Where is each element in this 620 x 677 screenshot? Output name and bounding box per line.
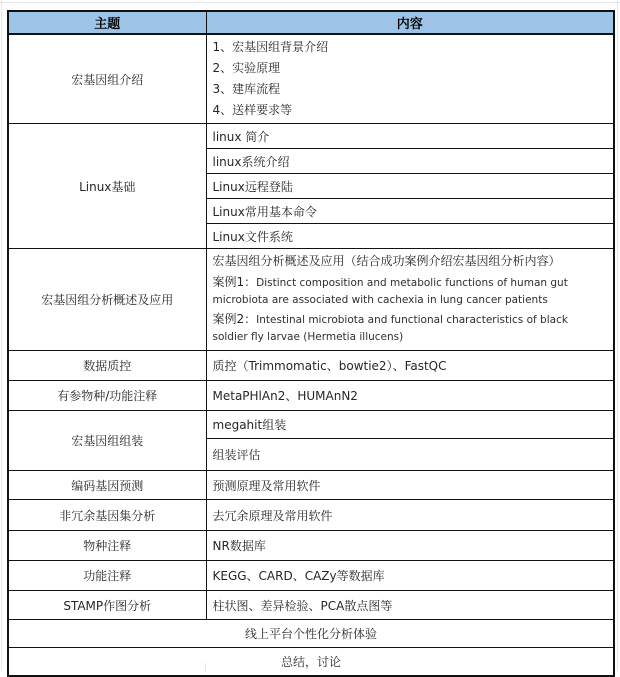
merged-cell-summary-discussion: 总结，讨论 <box>8 648 614 676</box>
content-cell-linux-commands: Linux常用基本命令 <box>206 199 614 224</box>
content-line: 2、实验原理 <box>212 61 281 75</box>
analysis-intro: 宏基因组分析概述及应用（结合成功案例介绍宏基因组分析内容） <box>212 254 561 268</box>
case-2-label: 案例2： <box>212 312 257 326</box>
content-cell-reference-annotation: MetaPHlAn2、HUMAnN2 <box>206 381 614 411</box>
table-row <box>8 34 614 124</box>
spreadsheet-gridline-left <box>1 0 2 671</box>
topic-cell-function-annotation: 功能注释 <box>8 561 206 591</box>
table-row <box>8 249 614 351</box>
case-1-text: Distinct composition and metabolic functions of human gut microbiota are associated with cachexia in lung cancer patients <box>212 277 568 306</box>
content-cell-stamp-plotting: 柱状图、差异检验、PCA散点图等 <box>206 591 614 620</box>
topic-cell-analysis-overview: 宏基因组分析概述及应用 <box>8 249 206 351</box>
content-cell-linux-intro: linux 简介 <box>206 124 614 149</box>
header-topic: 主题 <box>8 11 206 34</box>
table-row <box>8 561 614 591</box>
table-row <box>8 411 614 439</box>
topic-cell-data-qc: 数据质控 <box>8 351 206 381</box>
case-1 <box>213 274 606 308</box>
content-cell-linux-remote-login: Linux远程登陆 <box>206 174 614 199</box>
spreadsheet-gridline-right <box>617 0 618 671</box>
topic-cell-linux-basics: Linux基础 <box>8 124 206 249</box>
table-row <box>8 531 614 561</box>
content-cell-linux-system: linux系统介绍 <box>206 149 614 174</box>
topic-cell-reference-annotation: 有参物种/功能注释 <box>8 381 206 411</box>
topic-cell-assembly: 宏基因组组装 <box>8 411 206 471</box>
table-row <box>8 351 614 381</box>
merged-cell-online-platform: 线上平台个性化分析体验 <box>8 620 614 648</box>
table-row <box>8 124 614 149</box>
course-content-table <box>7 10 615 677</box>
topic-cell-taxonomy-annotation: 物种注释 <box>8 531 206 561</box>
content-cell-gene-prediction: 预测原理及常用软件 <box>206 471 614 500</box>
content-cell-metagenome-intro <box>206 34 614 124</box>
table-row <box>8 471 614 500</box>
table-row <box>8 620 614 648</box>
topic-cell-gene-prediction: 编码基因预测 <box>8 471 206 500</box>
content-cell-function-annotation: KEGG、CARD、CAZy等数据库 <box>206 561 614 591</box>
topic-cell-nonredundant-geneset: 非冗余基因集分析 <box>8 500 206 531</box>
content-cell-nonredundant-geneset: 去冗余原理及常用软件 <box>206 500 614 531</box>
content-cell-data-qc: 质控（Trimmomatic、bowtie2）、FastQC <box>206 351 614 381</box>
case-1-label: 案例1： <box>212 275 257 289</box>
content-line: 3、建库流程 <box>212 82 281 96</box>
spreadsheet-gridline-top <box>0 2 620 3</box>
case-2 <box>213 311 606 345</box>
content-cell-linux-filesystem: Linux文件系统 <box>206 224 614 249</box>
table-row <box>8 500 614 531</box>
content-line: 4、送样要求等 <box>212 103 293 117</box>
table-row <box>8 648 614 676</box>
content-cell-assembly-evaluation: 组装评估 <box>206 439 614 471</box>
content-line: 1、宏基因组背景介绍 <box>212 40 329 54</box>
table-row <box>8 381 614 411</box>
content-cell-taxonomy-annotation: NR数据库 <box>206 531 614 561</box>
topic-cell-stamp-plotting: STAMP作图分析 <box>8 591 206 620</box>
table-row <box>8 591 614 620</box>
content-cell-analysis-overview <box>206 249 614 351</box>
header-content: 内容 <box>206 11 614 34</box>
topic-cell-metagenome-intro: 宏基因组介绍 <box>8 34 206 124</box>
case-2-text: Intestinal microbiota and functional characteristics of black soldier fly larvae (Hermetia illucens) <box>212 314 568 343</box>
content-cell-megahit-assembly: megahit组装 <box>206 411 614 439</box>
table-header-row <box>8 11 614 34</box>
